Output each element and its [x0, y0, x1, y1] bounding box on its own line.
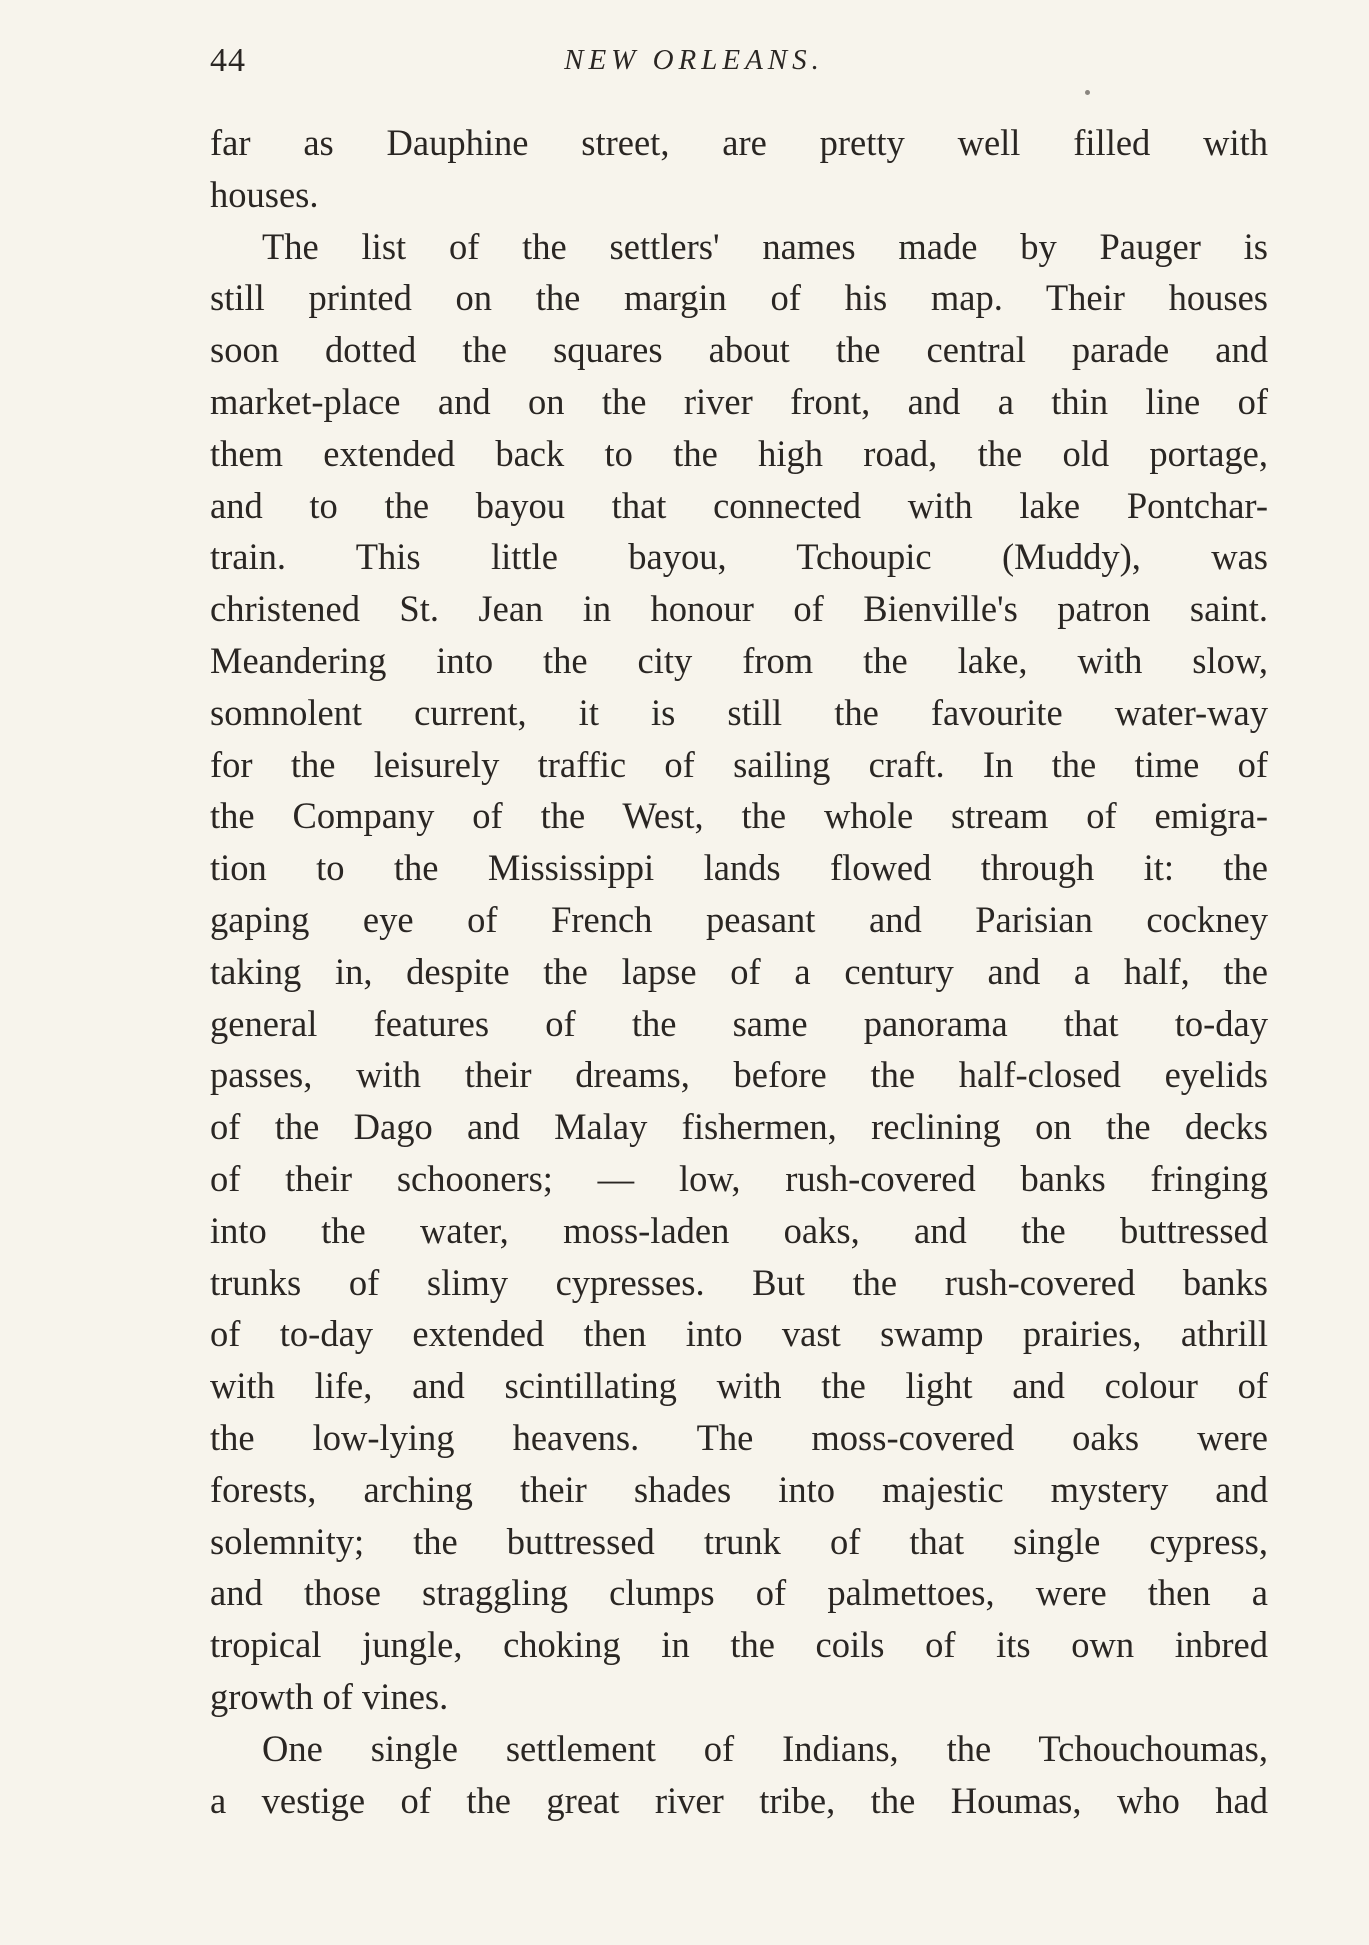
text-line: taking in, despite the lapse of a century and a half, the	[210, 950, 1268, 992]
text-line: and to the bayou that connected with lake Pontchar-	[210, 484, 1268, 526]
text-line: gaping eye of French peasant and Parisian cockney	[210, 898, 1268, 940]
text-line: trunks of slimy cypresses. But the rush-covered banks	[210, 1261, 1268, 1303]
text-line: the Company of the West, the whole stream of emigra-	[210, 795, 1268, 837]
text-line: train. This little bayou, Tchoupic (Muddy), was	[210, 536, 1268, 578]
text-line: Meandering into the city from the lake, with slow,	[210, 639, 1268, 681]
paper-speck	[1085, 90, 1090, 95]
text-line: for the leisurely traffic of sailing craft. In the time of	[210, 743, 1268, 785]
text-line: tion to the Mississippi lands flowed through it: the	[210, 847, 1268, 889]
page-number: 44	[210, 42, 246, 79]
text-line: them extended back to the high road, the old portage,	[210, 432, 1268, 474]
text-line: solemnity; the buttressed trunk of that single cypress,	[210, 1520, 1268, 1562]
text-line: general features of the same panorama that to-day	[210, 1002, 1268, 1044]
body-text	[210, 117, 1268, 1826]
paragraph-first-line: One single settlement of Indians, the Tchouchoumas,	[262, 1727, 1268, 1769]
text-line: tropical jungle, choking in the coils of its own inbred	[210, 1624, 1268, 1666]
text-line: into the water, moss-laden oaks, and the buttressed	[210, 1209, 1268, 1251]
text-line: forests, arching their shades into majestic mystery and	[210, 1468, 1268, 1510]
text-line: christened St. Jean in honour of Bienville's patron saint.	[210, 588, 1268, 630]
text-line: soon dotted the squares about the central parade and	[210, 329, 1268, 371]
text-line: growth of vines.	[210, 1675, 449, 1717]
text-line: of their schooners; — low, rush-covered banks fringing	[210, 1157, 1268, 1199]
paragraph-first-line: The list of the settlers' names made by Pauger is	[262, 225, 1268, 267]
text-line: a vestige of the great river tribe, the Houmas, who had	[210, 1779, 1268, 1821]
text-line: of the Dago and Malay fishermen, reclining on the decks	[210, 1106, 1268, 1148]
text-line: with life, and scintillating with the light and colour of	[210, 1365, 1268, 1407]
text-line: houses.	[210, 173, 319, 215]
text-line: passes, with their dreams, before the half-closed eyelids	[210, 1054, 1268, 1096]
text-line: and those straggling clumps of palmettoes, were then a	[210, 1572, 1268, 1614]
text-line: of to-day extended then into vast swamp prairies, athrill	[210, 1313, 1268, 1355]
running-title: NEW ORLEANS.	[564, 44, 824, 76]
text-line: still printed on the margin of his map. Their houses	[210, 277, 1268, 319]
text-line: the low-lying heavens. The moss-covered oaks were	[210, 1416, 1268, 1458]
text-line: far as Dauphine street, are pretty well filled with	[210, 122, 1268, 163]
text-line: market-place and on the river front, and a thin line of	[210, 380, 1268, 422]
text-line: somnolent current, it is still the favourite water-way	[210, 691, 1268, 733]
page-header	[210, 42, 1268, 86]
